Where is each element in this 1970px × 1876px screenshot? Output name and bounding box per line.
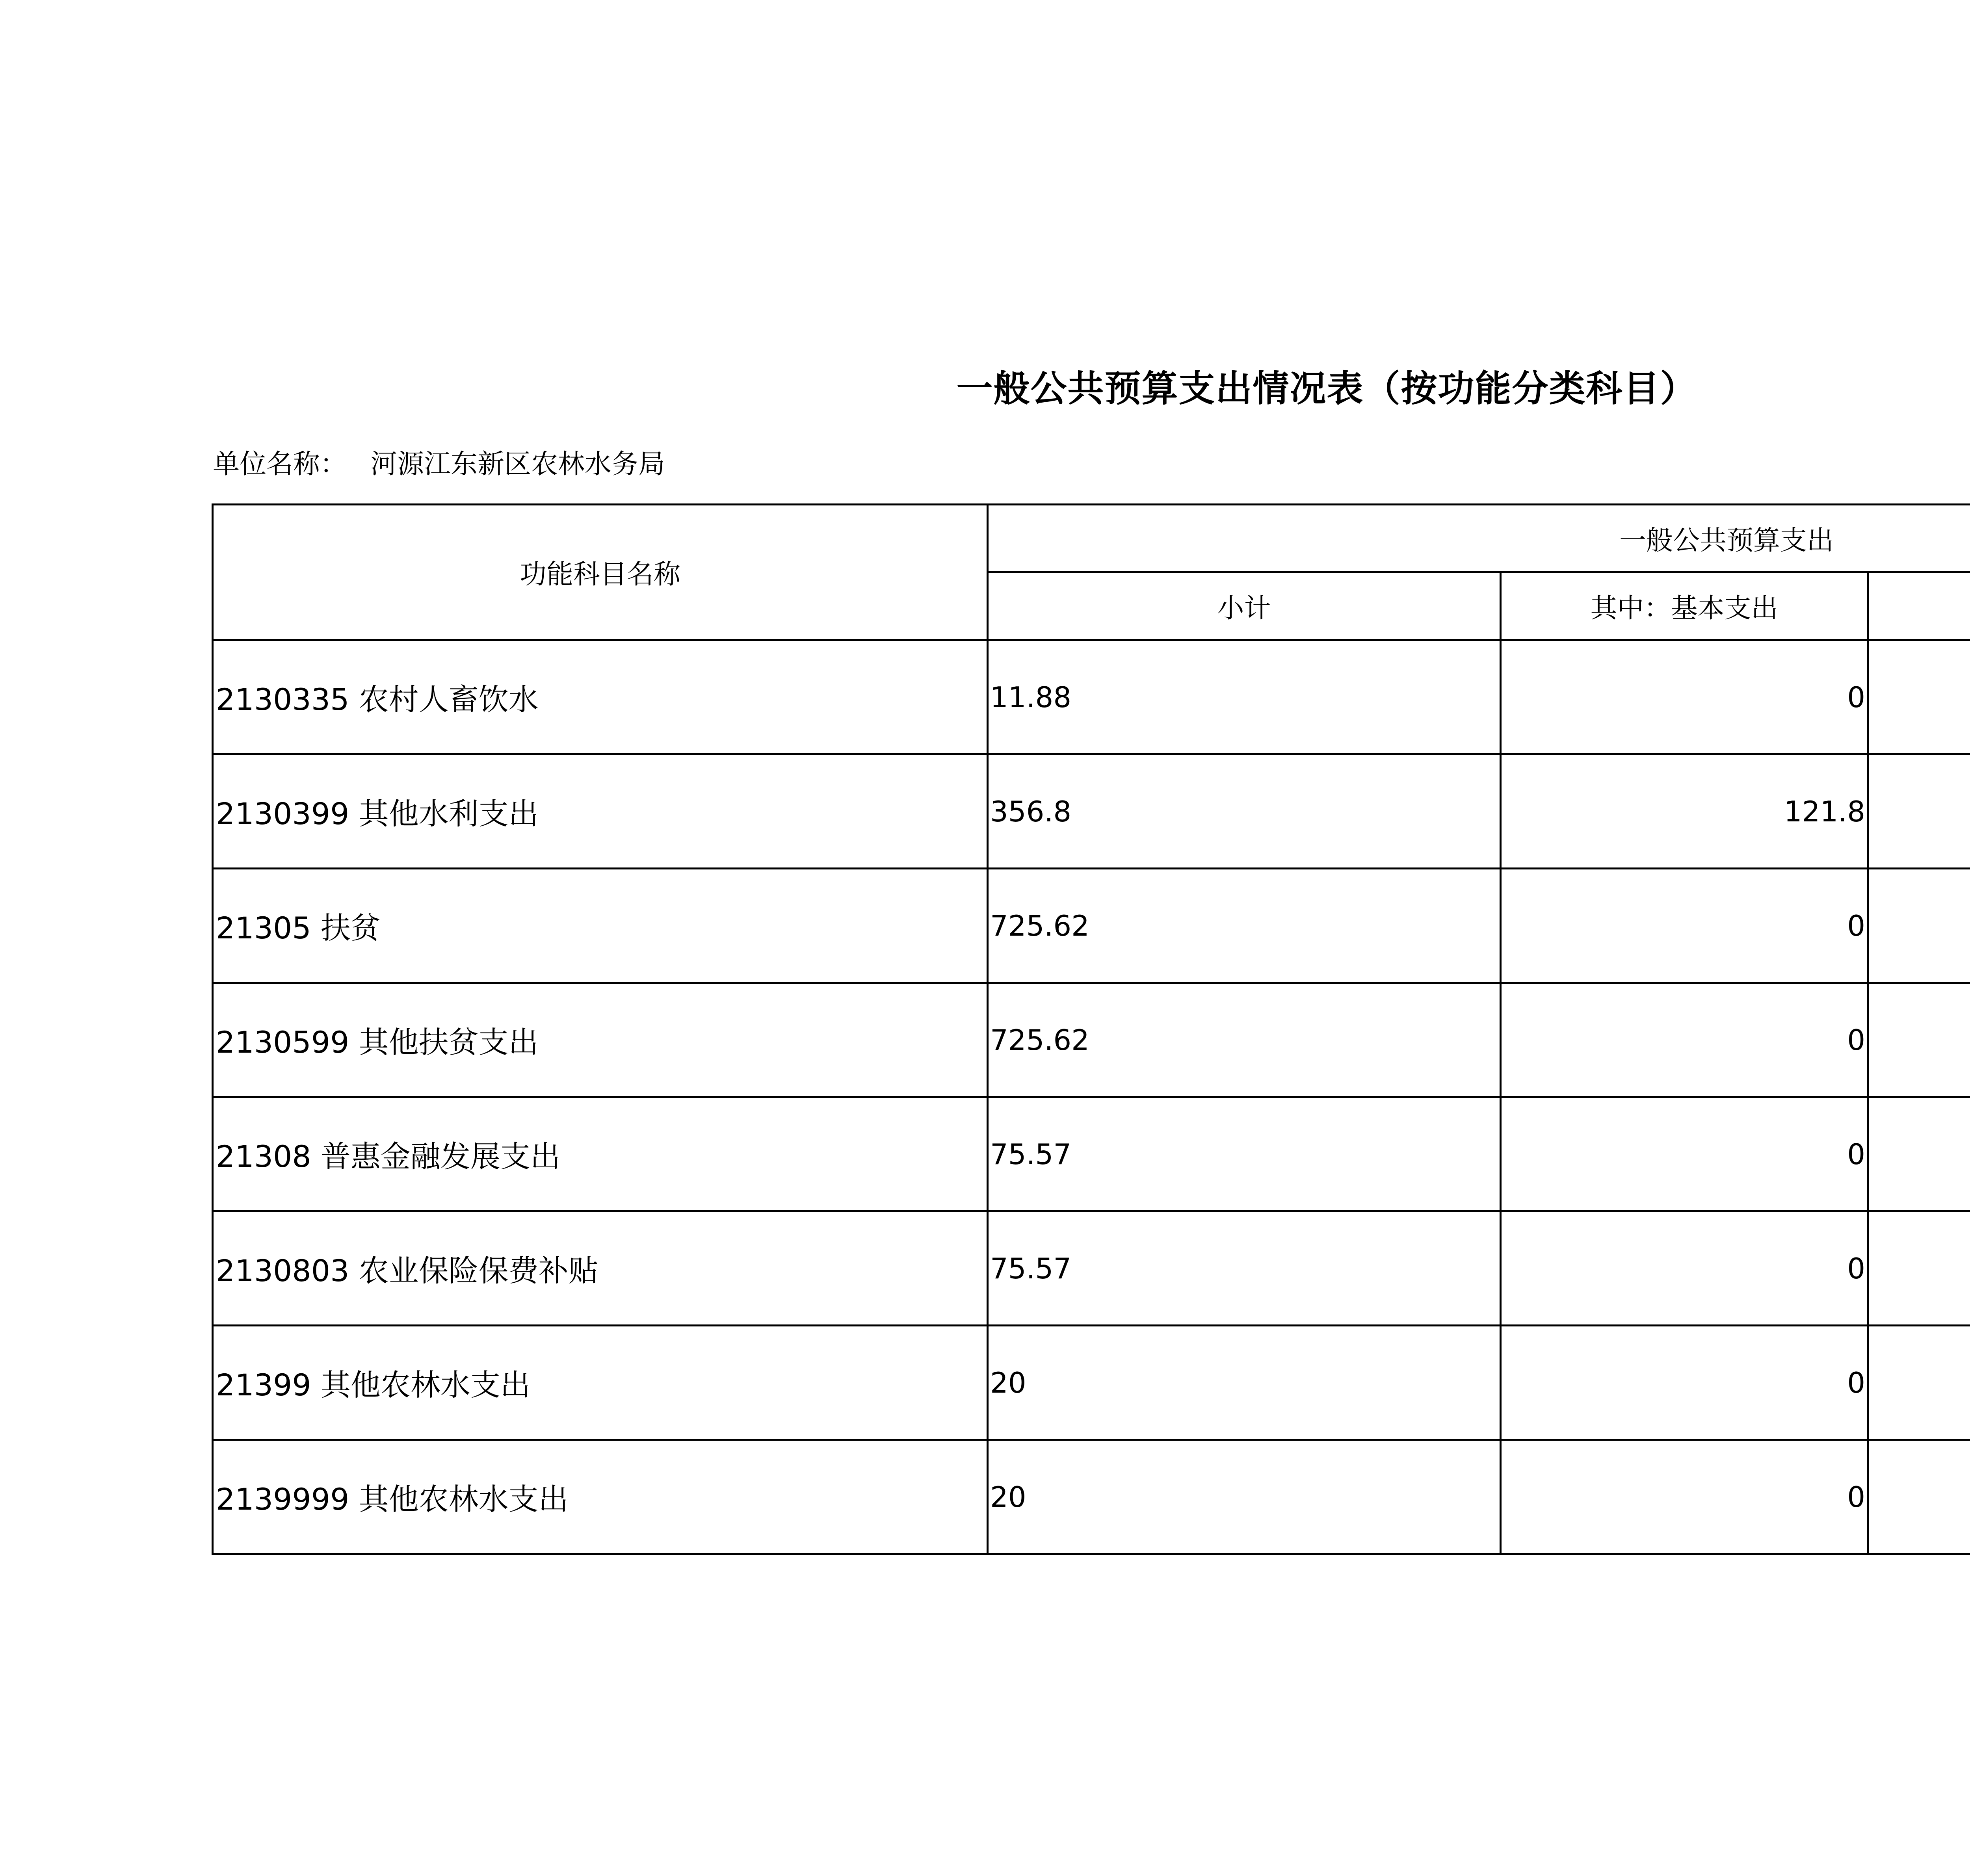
cell-project	[1868, 1211, 1970, 1326]
cell-subtotal: 11.88	[988, 640, 1501, 754]
unit-name-label: 单位名称：	[213, 449, 347, 480]
header-group: 一般公共预算支出	[988, 505, 1970, 572]
cell-subject: 2130335 农村人畜饮水	[213, 640, 988, 754]
cell-subject: 21399 其他农林水支出	[213, 1326, 988, 1440]
cell-subtotal: 20	[988, 1440, 1501, 1554]
cell-basic: 0	[1501, 869, 1868, 983]
cell-subtotal: 356.8	[988, 754, 1501, 869]
budget-table	[212, 503, 1970, 1555]
table-row	[213, 1326, 1970, 1440]
table-row	[213, 869, 1970, 983]
unit-name	[213, 451, 665, 478]
cell-subtotal: 725.62	[988, 983, 1501, 1097]
cell-subject: 21305 扶贫	[213, 869, 988, 983]
table-row	[213, 1097, 1970, 1211]
cell-basic: 0	[1501, 1440, 1868, 1554]
table-row	[213, 640, 1970, 754]
table-row	[213, 754, 1970, 869]
cell-project	[1868, 1326, 1970, 1440]
table-row	[213, 1440, 1970, 1554]
header-subtotal: 小计	[988, 572, 1501, 640]
cell-basic: 0	[1501, 640, 1868, 754]
table-row	[213, 983, 1970, 1097]
cell-project	[1868, 754, 1970, 869]
cell-subtotal: 20	[988, 1326, 1501, 1440]
cell-project	[1868, 1440, 1970, 1554]
header-row-1	[213, 505, 1970, 572]
cell-basic: 121.8	[1501, 754, 1868, 869]
cell-subtotal: 75.57	[988, 1211, 1501, 1326]
cell-subtotal: 725.62	[988, 869, 1501, 983]
cell-subtotal: 75.57	[988, 1097, 1501, 1211]
table-row	[213, 1211, 1970, 1326]
cell-subject: 2130803 农业保险保费补贴	[213, 1211, 988, 1326]
cell-project	[1868, 640, 1970, 754]
unit-name-value: 河源江东新区农林水务局	[370, 449, 665, 480]
cell-project	[1868, 983, 1970, 1097]
header-basic: 其中：基本支出	[1501, 572, 1868, 640]
cell-basic: 0	[1501, 1211, 1868, 1326]
header-subject-name: 功能科目名称	[213, 505, 988, 640]
cell-subject: 21308 普惠金融发展支出	[213, 1097, 988, 1211]
cell-project	[1868, 1097, 1970, 1211]
page-title: 一般公共预算支出情况表（按功能分类科目）	[956, 367, 1697, 410]
cell-subject: 2139999 其他农林水支出	[213, 1440, 988, 1554]
cell-basic: 0	[1501, 1326, 1868, 1440]
cell-subject: 2130599 其他扶贫支出	[213, 983, 988, 1097]
cell-basic: 0	[1501, 983, 1868, 1097]
cell-project	[1868, 869, 1970, 983]
cell-subject: 2130399 其他水利支出	[213, 754, 988, 869]
header-project	[1868, 572, 1970, 640]
cell-basic: 0	[1501, 1097, 1868, 1211]
